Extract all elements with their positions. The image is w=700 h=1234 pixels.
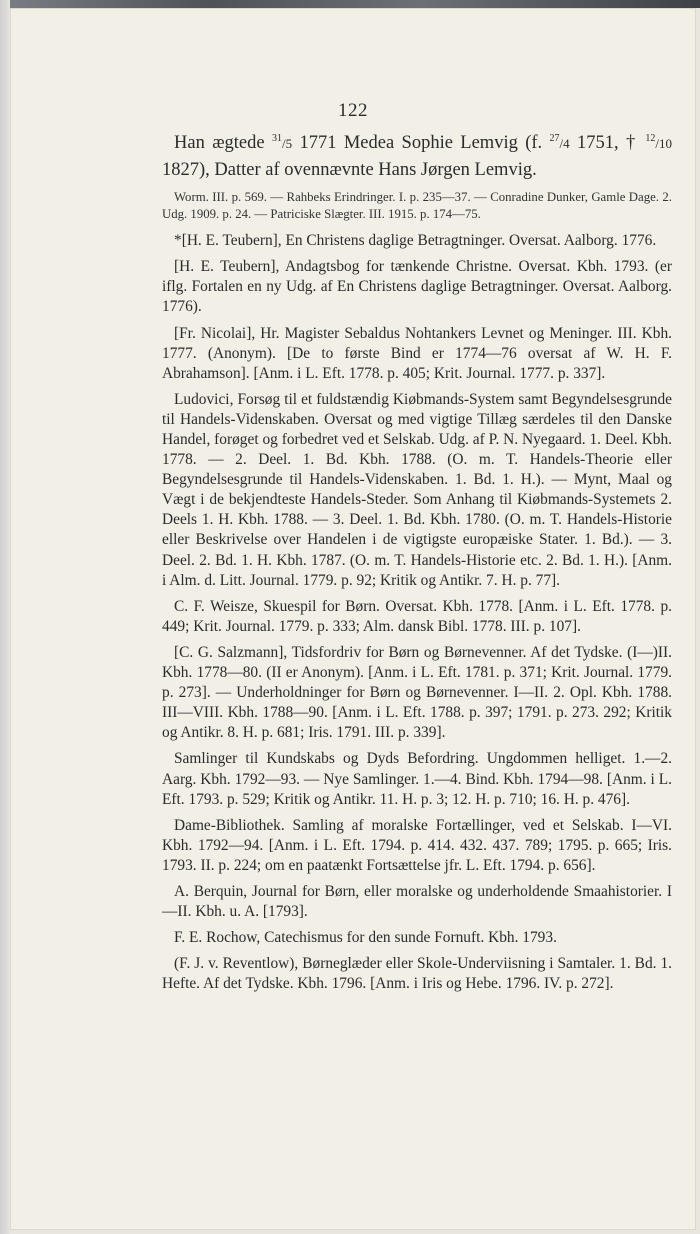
bibliography-entry: *[H. E. Teubern], En Christens daglige Betragtninger. Oversat. Aalborg. 1776.: [174, 232, 657, 250]
date-sup: 31: [271, 133, 282, 144]
scan-top-edge: [0, 0, 700, 8]
bibliography-entry: C. F. Weisze, Skuespil for Børn. Oversat. Kbh. 1778. [Anm. i L. Eft. 1778. p. 449; Krit. Journal. 1779. p. 333; Alm. dansk Bibl. 1778. III. p. 107].: [162, 597, 672, 635]
bibliography-entry: [Fr. Nicolai], Hr. Magister Sebaldus Nohtankers Levnet og Meninger. III. Kbh. 1777. (Anonym). [De to første Bind er 1774—76 oversat af W. H. F. Abrahamson]. [Anm. i L. Eft. 1778. p. 405; Krit. Journal. 1777. p. 337].: [162, 324, 672, 382]
page-body: [162, 126, 672, 1000]
lead-text-a: Han ægtede: [174, 133, 272, 154]
bibliography-entry: Dame-Bibliothek. Samling af moralske Fortællinger, ved et Selskab. I—VI. Kbh. 1792—94. [Anm. i L. Eft. 1794. p. 414. 432. 437. 789; 1795. p. 665; Iris. 1793. II. p. 224; om en paatænkt Fortsættelse jfr. L. Eft. 1794. p. 656].: [162, 816, 672, 874]
date-sup: 12: [645, 133, 656, 144]
date-sup: 27: [549, 133, 560, 144]
date-frac: /5: [281, 136, 293, 152]
bibliography-entry: [C. G. Salzmann], Tidsfordriv for Børn og Børnevenner. Af det Tydske. (I—)II. Kbh. 1778—80. (II er Anonym). [Anm. i L. Eft. 1781. p. 371; Krit. Journal. 1779. p. 273]. — Underholdninger for Børn og Børnevenner. I—II. 2. Opl. Kbh. 1788. III—VIII. Kbh. 1788—90. [Anm. i L. Eft. 1788. p. 397; 1791. p. 273. 292; Kritik og Antikr. 8. H. p. 681; Iris. 1791. III. p. 339].: [162, 643, 672, 742]
bibliography-entry: A. Berquin, Journal for Børn, eller moralske og underholdende Smaahistorier. I—II. Kbh. u. A. [1793].: [162, 882, 672, 921]
scan-left-edge: [0, 0, 10, 1234]
page-number: 122: [338, 100, 368, 121]
bibliography-entry: (F. J. v. Reventlow), Børneglæder eller Skole-Underviisning i Samtaler. 1. Bd. 1. Hefte. Af det Tydske. Kbh. 1796. [Anm. i Iris og Hebe. 1796. IV. p. 272].: [162, 955, 672, 993]
bibliography-entry: Ludovici, Forsøg til et fuldstændig Kiøbmands-System samt Begyndelsesgrunde til Handels-Videnskaben. Oversat og med vigtige Tillæg særdeles til den Danske Handel, forøget og forbedret ved et Selskab. Udg. af P. N. Nyegaard. 1. Deel. Kbh. 1778. — 2. Deel. 1. Bd. Kbh. 1788. (O. m. T. Handels-Theorie eller Begyndelsesgrunde til Handels-Videnskaben. 1. Bd. 1. H.). — Mynt, Maal og Vægt i de bekjendteste Handels-Steder. Som Anhang til Kiøbmands-Systemets 2. Deels 1. H. Kbh. 1788. — 3. Deel. 1. Bd. Kbh. 1780. (O. m. T. Handels-Historie eller Beskrivelse over Handelen i de vigtigste europæiske Stater. 1. Bd.). — 3. Deel. 2. Bd. 1. H. Kbh. 1787. (O. m. T. Handels-Historie etc. 2. Bd. 1. H.). [Anm. i Alm. d. Litt. Journal. 1779. p. 92; Kritik og Antikr. 7. H. p. 77].: [162, 390, 672, 589]
date-frac: /10: [655, 136, 672, 152]
lead-text-c: 1751, †: [569, 133, 646, 154]
references-note: Worm. III. p. 569. — Rahbeks Erindringer. I. p. 235—37. — Conradine Dunker, Gamle Dage. 2. Udg. 1909. p. 24. — Patriciske Slægter. III. 1915. p. 174—75.: [162, 190, 672, 222]
date-frac: /4: [559, 136, 570, 152]
bibliography-entry: Samlinger til Kundskabs og Dyds Befordring. Ungdommen helliget. 1.—2. Aarg. Kbh. 1792—93. — Nye Samlinger. 1.—4. Bind. Kbh. 1794—98. [Anm. i L. Eft. 1793. p. 529; Kritik og Antikr. 11. H. p. 3; 12. H. p. 710; 16. H. p. 476].: [162, 750, 672, 808]
bibliography-entry: F. E. Rochow, Catechismus for den sunde Fornuft. Kbh. 1793.: [174, 929, 557, 947]
lead-paragraph: [162, 126, 672, 183]
lead-text-d: 1827), Datter af ovennævnte Hans Jørgen Lemvig.: [162, 160, 537, 181]
lead-text-b: 1771 Medea Sophie Lemvig (f.: [292, 133, 550, 154]
bibliography-entry: [H. E. Teubern], Andagtsbog for tænkende Christne. Oversat. Kbh. 1793. (er iflg. Fortalen en ny Udg. af En Christens daglige Betragtninger. Oversat. Aalborg. 1776).: [162, 258, 672, 316]
